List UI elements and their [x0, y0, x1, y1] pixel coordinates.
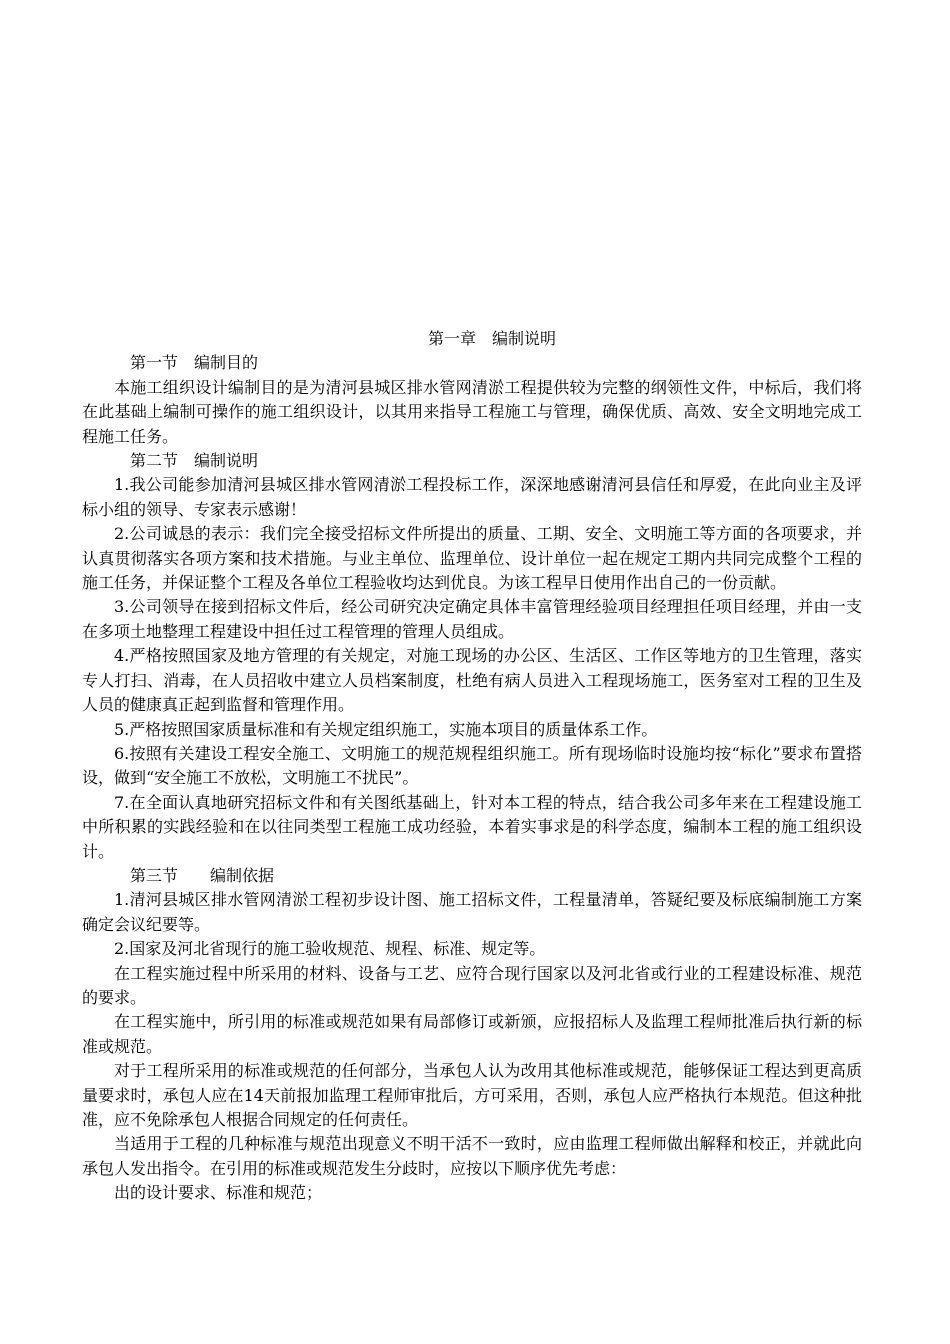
paragraph: 在工程实施中，所引用的标准或规范如果有局部修订或新颁，应报招标人及监理工程师批准后执行新的标准或规范。 [82, 1012, 862, 1056]
paragraph: 出的设计要求、标准和规范； [114, 1183, 323, 1203]
paragraph: 当适用于工程的几种标准与规范出现意义不明干活不一致时，应由监理工程师做出解释和校正，并就此向承包人发出指令。在引用的标准或规范发生分歧时，应按以下顺序优先考虑： [82, 1134, 862, 1178]
paragraph: 对于工程所采用的标准或规范的任何部分，当承包人认为改用其他标准或规范，能够保证工程达到更高质量要求时，承包人应在14天前报加监理工程师审批后，方可采用，否则，承包人应严格执行本规范。但这种批准，应不免除承包人根据合同规定的任何责任。 [82, 1061, 862, 1129]
paragraph: 5.严格按照国家质量标准和有关规定组织施工，实施本项目的质量体系工作。 [114, 719, 658, 739]
paragraph: 本施工组织设计编制目的是为清河县城区排水管网清淤工程提供较为完整的纲领性文件，中标后，我们将在此基础上编制可操作的施工组织设计，以其用来指导工程施工与管理，确保优质、高效、安全文明地完成工程施工任务。 [82, 377, 862, 446]
paragraph: 3.公司领导在接到招标文件后，经公司研究决定确定具体丰富管理经验项目经理担任项目经理，并由一支在多项土地整理工程建设中担任过工程管理的管理人员组成。 [82, 597, 862, 641]
paragraph: 2.公司诚恳的表示：我们完全接受招标文件所提出的质量、工期、安全、文明施工等方面的各项要求，并认真贯彻落实各项方案和技术措施。与业主单位、监理单位、设计单位一起在规定工期内共同完成整个工程的施工任务，并保证整个工程及各单位工程验收均达到优良。为该工程早日使用作出自己的一份贡献。 [82, 524, 862, 593]
paragraph: 在工程实施过程中所采用的材料、设备与工艺、应符合现行国家以及河北省或行业的工程建设标准、规范的要求。 [82, 963, 862, 1007]
chapter-title: 第一章 编制说明 [427, 329, 556, 348]
document-body [82, 327, 862, 1206]
section-heading-3: 第三节 编制依据 [130, 865, 275, 885]
section-heading-1: 第一节 编制目的 [130, 353, 259, 373]
paragraph: 1.我公司能参加清河县城区排水管网清淤工程投标工作，深深地感谢清河县信任和厚爱，在此向业主及评标小组的领导、专家表示感谢！ [82, 475, 862, 519]
paragraph: 1.清河县城区排水管网清淤工程初步设计图、施工招标文件，工程量清单，答疑纪要及标底编制施工方案确定会议纪要等。 [82, 890, 862, 934]
section-heading-2: 第二节 编制说明 [130, 451, 259, 471]
paragraph: 2.国家及河北省现行的施工验收规范、规程、标准、规定等。 [114, 939, 546, 959]
paragraph: 7.在全面认真地研究招标文件和有关图纸基础上，针对本工程的特点，结合我公司多年来在工程建设施工中所积累的实践经验和在以往同类型工程施工成功经验，本着实事求是的科学态度，编制本工程的施工组织设计。 [82, 792, 862, 861]
paragraph: 6.按照有关建设工程安全施工、文明施工的规范规程组织施工。所有现场临时设施均按“标化”要求布置搭设，做到“安全施工不放松，文明施工不扰民”。 [82, 743, 862, 788]
paragraph: 4.严格按照国家及地方管理的有关规定，对施工现场的办公区、生活区、工作区等地方的卫生管理，落实专人打扫、消毒，在人员招收中建立人员档案制度，杜绝有病人员进入工程现场施工，医务室对工程的卫生及人员的健康真正起到监督和管理作用。 [82, 646, 862, 715]
